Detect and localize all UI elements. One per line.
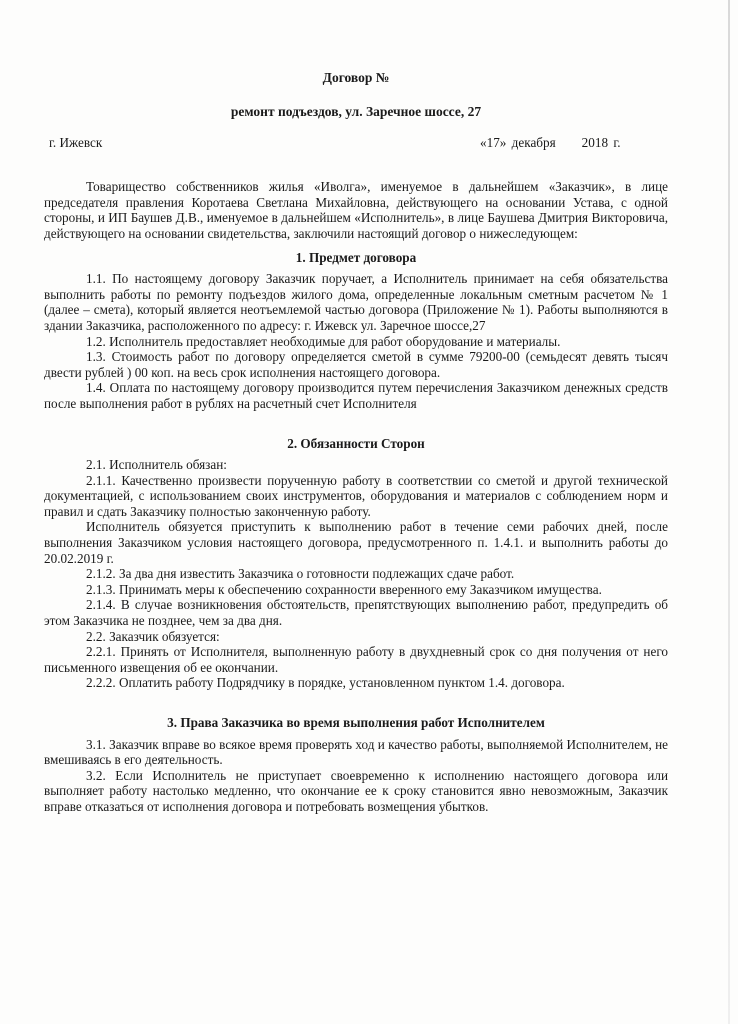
- date-year: 2018 г.: [581, 135, 621, 151]
- scan-edge: [728, 0, 730, 1024]
- clause-3-2: 3.2. Если Исполнитель не приступает своевременно к исполнению настоящего договора или выполняет работу настолько медленно, что окончание ее к сроку становится явно невозможным, Заказчик вправе отказаться от исполнения договора и потребовать возмещения убытков.: [44, 767, 668, 814]
- intro-paragraph: Товарищество собственников жилья «Иволга», именуемое в дальнейшем «Заказчик», в лице председателя правления Коротаева Светлана Михайловна, действующего на основании Устава, с одной стороны, и ИП Баушев Д.В., именуемое в дальнейшем «Исполнитель», в лице Баушева Дмитрия Викторовича, действующего на основании свидетельства, заключили настоящий договор о нижеследующем:: [44, 179, 668, 241]
- city: г. Ижевск: [49, 135, 103, 151]
- clause-2-2-1: 2.2.1. Принять от Исполнителя, выполненную работу в двухдневный срок со дня получения от него письменного извещения об ее окончании.: [44, 644, 668, 675]
- clause-1-4: 1.4. Оплата по настоящему договору производится путем перечисления Заказчиком денежных средств после выполнения работ в рублях на расчетный счет Исполнителя: [44, 380, 668, 411]
- date-month: декабря: [511, 135, 556, 151]
- date-day: «17»: [480, 135, 507, 151]
- contract-date: [480, 135, 621, 151]
- place-date-row: [44, 135, 668, 151]
- clause-1-3: 1.3. Стоимость работ по договору определяется сметой в сумме 79200-00 (семьдесят девять тысяч двести рублей ) 00 коп. на весь срок исполнения настоящего договора.: [44, 349, 668, 380]
- contract-body: [44, 70, 668, 815]
- clause-2-2-2: 2.2.2. Оплатить работу Подрядчику в порядке, установленном пунктом 1.4. договора.: [86, 675, 565, 691]
- clause-3-1: 3.1. Заказчик вправе во всякое время проверять ход и качество работы, выполняемой Исполнителем, не вмешиваясь в его деятельность.: [44, 736, 668, 768]
- section-2-heading: 2. Обязанности Сторон: [287, 435, 425, 451]
- clause-2-1-1-term: Исполнитель обязуется приступить к выполнению работ в течение семи рабочих дней, после выполнения Заказчиком условия настоящего договора, предусмотренного п. 1.4.1. и выполнить работы до 20.02.2019 г.: [44, 519, 668, 566]
- document-title: Договор №: [322, 70, 390, 85]
- document-subtitle: ремонт подъездов, ул. Заречное шоссе, 27: [230, 103, 482, 119]
- section-3-heading: 3. Права Заказчика во время выполнения работ Исполнителем: [167, 715, 545, 730]
- clause-2-1-1: 2.1.1. Качественно произвести порученную работу в соответствии со сметой и другой технической документацией, с использованием своих инструментов, оборудования и материалов с соблюдением норм и правил и сдать Заказчику полностью законченную работу.: [44, 472, 668, 519]
- section-1-heading: 1. Предмет договора: [295, 249, 417, 265]
- clause-2-2: 2.2. Заказчик обязуется:: [86, 628, 220, 644]
- clause-2-1-2: 2.1.2. За два дня известить Заказчика о готовности подлежащих сдаче работ.: [86, 566, 515, 582]
- clause-2-1-4: 2.1.4. В случае возникновения обстоятельств, препятствующих выполнению работ, предупредить об этом Заказчика не позднее, чем за два дня.: [44, 597, 668, 629]
- clause-2-1-3: 2.1.3. Принимать меры к обеспечению сохранности вверенного ему Заказчиком имущества.: [86, 581, 602, 597]
- clause-2-1: 2.1. Исполнитель обязан:: [86, 457, 227, 473]
- clause-1-1: 1.1. По настоящему договору Заказчик поручает, а Исполнитель принимает на себя обязательства выполнить работы по ремонту подъездов жилого дома, определенные локальным сметным расчетом № 1 (далее – смета), который является неотъемлемой частью договора (Приложение № 1). Работы выполняются в здании Заказчика, расположенного по адресу: г. Ижевск ул. Заречное шоссе,27: [44, 271, 668, 333]
- clause-1-2: 1.2. Исполнитель предоставляет необходимые для работ оборудование и материалы.: [86, 333, 561, 349]
